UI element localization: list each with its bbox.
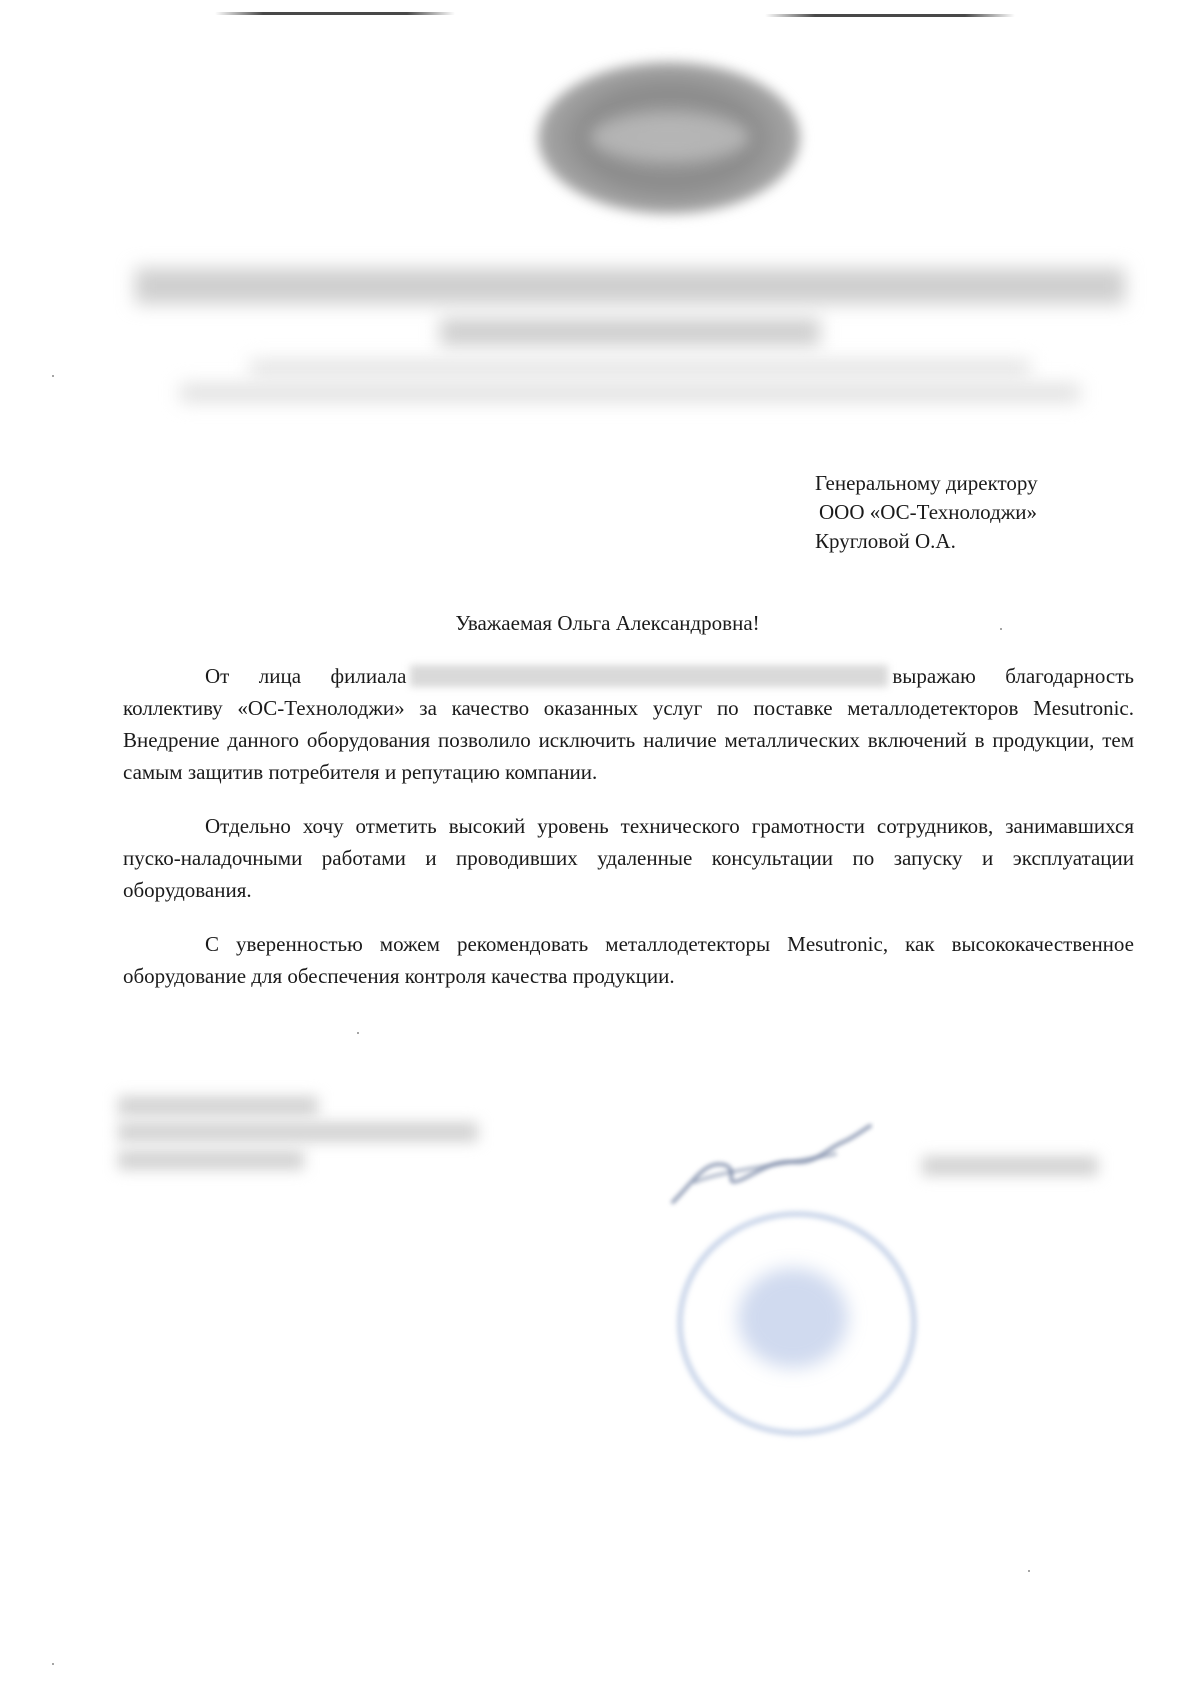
recipient-position: Генеральному директору bbox=[815, 471, 1038, 495]
recipient-company: ООО «ОС-Технолоджи» bbox=[819, 500, 1038, 524]
stamp-seal-core-redacted bbox=[738, 1268, 848, 1368]
recipient-name: Кругловой О.А. bbox=[815, 529, 956, 553]
scan-dot bbox=[52, 1663, 54, 1665]
scan-edge-left bbox=[215, 12, 455, 15]
signatory-title-line-2-redacted bbox=[118, 1122, 478, 1142]
paragraph-1-end: выражаю благодарность коллективу «ОС-Технолоджи» за качество оказанных услуг по поставке металлодетекторов Mesutronic. Внедрение данного оборудования позволило исключить наличие металлических включений в продукции, тем самым защитив потребителя и репутацию компании. bbox=[123, 664, 1134, 784]
letterhead-line-4-redacted bbox=[180, 384, 1080, 402]
letter-body bbox=[123, 660, 1134, 1014]
branch-name-redacted bbox=[410, 665, 888, 687]
scan-dot bbox=[1000, 628, 1002, 630]
paragraph-1-start: От лица филиала bbox=[205, 664, 407, 688]
salutation: Уважаемая Ольга Александровна! bbox=[455, 611, 760, 635]
signatory-title-line-3-redacted bbox=[118, 1150, 304, 1170]
signatory-title-line-1-redacted bbox=[118, 1096, 318, 1116]
letterhead-line-3-redacted bbox=[250, 360, 1030, 376]
company-logo-inner-redacted bbox=[590, 112, 750, 162]
signature-redacted bbox=[665, 1120, 875, 1210]
paragraph-2: Отдельно хочу отметить высокий уровень технического грамотности сотрудников, занимавшихся пуско-наладочными работами и проводивших удаленные консультации по запуску и эксплуатации оборудования. bbox=[123, 814, 1134, 902]
paragraph-1 bbox=[123, 660, 1134, 788]
signatory-name-redacted bbox=[922, 1156, 1098, 1176]
letterhead-line-1-redacted bbox=[135, 268, 1125, 304]
scan-dot bbox=[52, 375, 54, 377]
scan-dot bbox=[1028, 1570, 1030, 1572]
scan-dot bbox=[357, 1032, 359, 1034]
recipient-block bbox=[815, 469, 1038, 556]
letterhead-line-2-redacted bbox=[440, 318, 820, 346]
paragraph-3: С уверенностью можем рекомендовать металлодетекторы Mesutronic, как высококачественное оборудование для обеспечения контроля качества продукции. bbox=[123, 932, 1134, 988]
scan-edge-right bbox=[765, 14, 1015, 17]
